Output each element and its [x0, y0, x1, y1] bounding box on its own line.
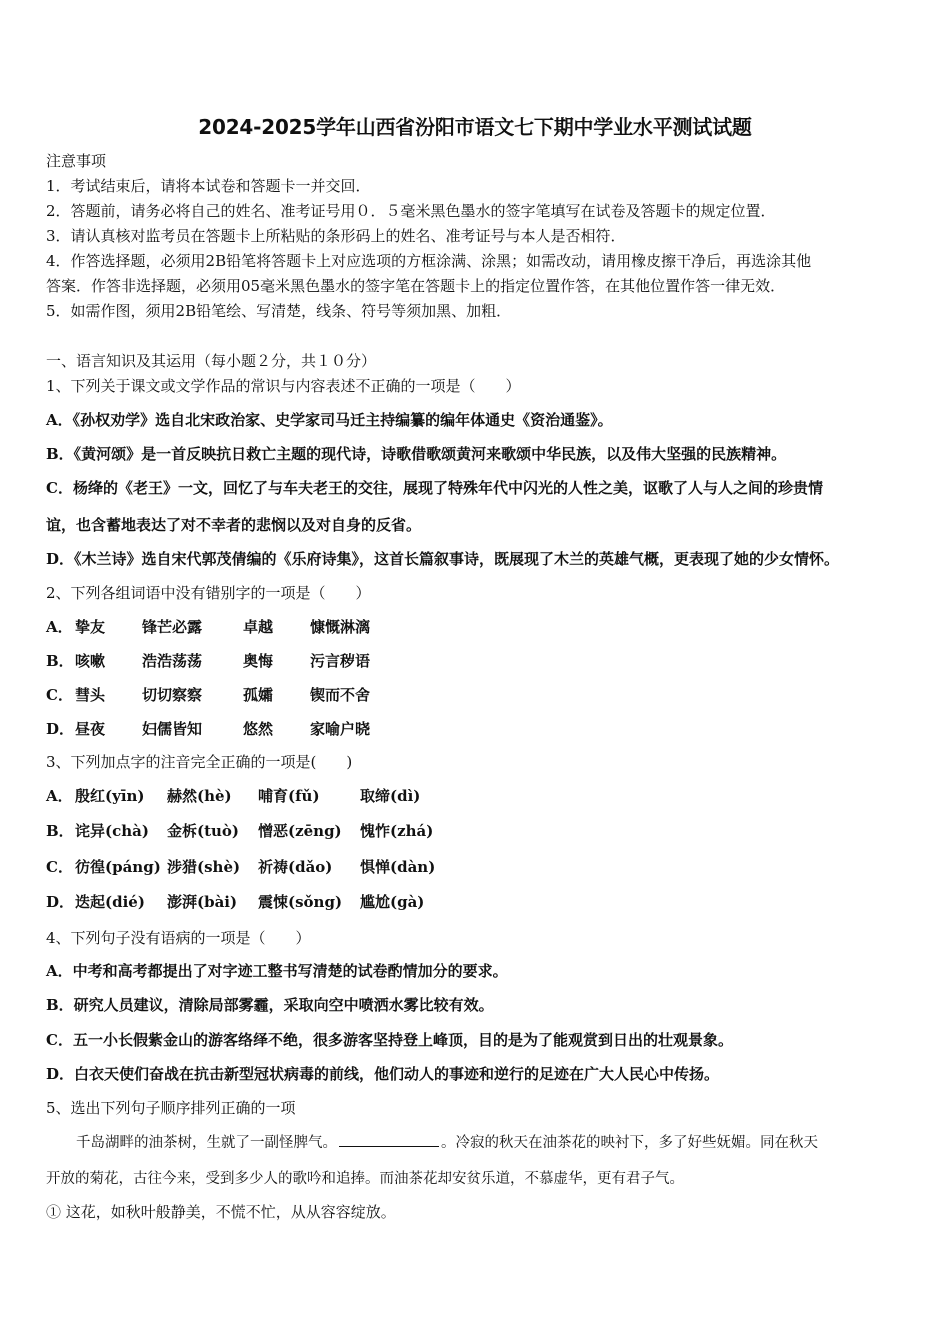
passage-text: 千岛湖畔的油茶树，生就了一副怪脾气。: [76, 1135, 337, 1151]
option-a: A．中考和高考都提出了对字迹工整书写清楚的试卷酌情加分的要求。: [46, 962, 508, 980]
option-c: C．杨绛的《老王》一文，回忆了与车夫老王的交往，展现了特殊年代中闪光的人性之美，讴歌了人与人之间的珍贵情: [46, 479, 823, 497]
option-label: A．: [46, 618, 73, 636]
word: 赫然(hè): [167, 787, 232, 805]
option-label: A．: [46, 787, 73, 805]
notice-item: 4．作答选择题，必须用2B铅笔将答题卡上对应选项的方框涂满、涂黑；如需改动，请用橡皮擦干净后，再选涂其他: [46, 252, 812, 270]
word: 奥悔: [243, 652, 274, 670]
word: 慷慨淋漓: [310, 618, 371, 636]
notice-item: 2．答题前，请务必将自己的姓名、准考证号用０．５毫米黑色墨水的签字笔填写在试卷及答题卡的规定位置．: [46, 202, 776, 220]
word: 挚友: [75, 618, 106, 636]
question-stem: 1、下列关于课文或文学作品的常识与内容表述不正确的一项是（ ）: [46, 377, 521, 395]
word: 涉猎(shè): [167, 858, 241, 876]
option-b: B．《黄河颂》是一首反映抗日救亡主题的现代诗，诗歌借歌颂黄河来歌颂中华民族，以及伟大坚强的民族精神。: [46, 445, 787, 463]
word: 卓越: [243, 618, 274, 636]
option-c-continued: 谊，也含蓄地表达了对不幸者的悲悯以及对自身的反省。: [46, 516, 422, 534]
word: 咳嗽: [75, 652, 106, 670]
question-stem: 4、下列句子没有语病的一项是（ ）: [46, 929, 311, 947]
word: 迭起(dié): [75, 893, 145, 911]
word: 尴尬(gà): [360, 893, 425, 911]
passage-line: 开放的菊花，古往今来，受到多少人的歌吟和追捧。而油茶花却安贫乐道，不慕虚华，更有君子气。: [46, 1171, 684, 1187]
word: 彷徨(páng): [75, 858, 161, 876]
notice-item: 5．如需作图，须用2B铅笔绘、写清楚，线条、符号等须加黑、加粗．: [46, 302, 512, 320]
option-label: C．: [46, 858, 73, 876]
word: 孤孀: [243, 686, 274, 704]
word: 祈祷(dǎo): [258, 858, 333, 876]
option-label: D．: [46, 720, 75, 738]
word: 锋芒必露: [142, 618, 203, 636]
passage-line: [76, 1132, 818, 1153]
notice-item: 1．考试结束后，请将本试卷和答题卡一并交回．: [46, 177, 371, 195]
word: 憎恶(zēng): [258, 822, 342, 840]
notice-heading: 注意事项: [46, 152, 107, 170]
word: 震悚(sǒng): [258, 893, 343, 911]
word: 惧惮(dàn): [360, 858, 436, 876]
notice-item: 答案．作答非选择题，必须用05毫米黑色墨水的签字笔在答题卡上的指定位置作答，在其他位置作答一律无效．: [46, 277, 786, 295]
word: 澎湃(bài): [167, 893, 238, 911]
word: 取缔(dì): [360, 787, 421, 805]
word: 切切察察: [142, 686, 203, 704]
question-stem: 5、选出下列句子顺序排列正确的一项: [46, 1099, 296, 1117]
option-label: B．: [46, 652, 74, 670]
option-d: D．白衣天使们奋战在抗击新型冠状病毒的前线，他们动人的事迹和逆行的足迹在广大人民心中传扬。: [46, 1065, 720, 1083]
word: 浩浩荡荡: [142, 652, 203, 670]
page-title: 2024-2025学年山西省汾阳市语文七下期中学业水平测试试题: [198, 115, 752, 139]
word: 昼夜: [75, 720, 106, 738]
option-b: B．研究人员建议，清除局部雾霾，采取向空中喷洒水雾比较有效。: [46, 996, 494, 1014]
question-stem: 3、下列加点字的注音完全正确的一项是( ): [46, 753, 353, 771]
word: 彗头: [75, 686, 106, 704]
question-stem: 2、下列各组词语中没有错别字的一项是（ ）: [46, 584, 371, 602]
notice-item: 3．请认真核对监考员在答题卡上所粘贴的条形码上的姓名、准考证号与本人是否相符．: [46, 227, 626, 245]
word: 哺育(fǔ): [258, 787, 320, 805]
word: 污言秽语: [310, 652, 371, 670]
option-label: D．: [46, 893, 75, 911]
word: 愧怍(zhá): [360, 822, 434, 840]
word: 悠然: [243, 720, 274, 738]
word: 金柝(tuò): [167, 822, 240, 840]
option-d: D．《木兰诗》选自宋代郭茂倩编的《乐府诗集》，这首长篇叙事诗，既展现了木兰的英雄气概，更表现了她的少女情怀。: [46, 550, 840, 568]
option-label: B．: [46, 822, 74, 840]
section-heading: 一、语言知识及其运用（每小题２分，共１０分）: [46, 352, 377, 370]
word: 诧异(chà): [75, 822, 149, 840]
sentence-option: ① 这花，如秋叶般静美，不慌不忙，从从容容绽放。: [46, 1203, 396, 1221]
word: 殷红(yīn): [75, 787, 145, 805]
word: 妇儒皆知: [142, 720, 203, 738]
answer-blank: [339, 1132, 439, 1147]
word: 家喻户晓: [310, 720, 371, 738]
option-label: C．: [46, 686, 73, 704]
option-c: C．五一小长假紫金山的游客络绎不绝，很多游客坚持登上峰顶，目的是为了能观赏到日出的壮观景象。: [46, 1031, 733, 1049]
passage-text: 。冷寂的秋天在油茶花的映衬下，多了好些妩媚。同在秋天: [441, 1135, 818, 1151]
word: 锲而不舍: [310, 686, 371, 704]
option-a: A．《孙权劝学》选自北宋政治家、史学家司马迁主持编纂的编年体通史《资治通鉴》。: [46, 411, 613, 429]
